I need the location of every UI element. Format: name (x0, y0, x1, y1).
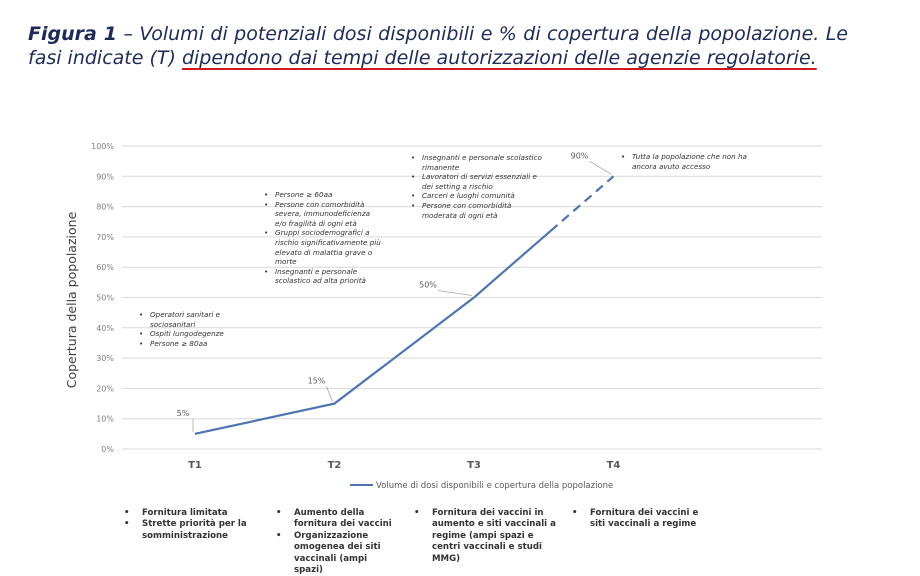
figure-label: Figura 1 (28, 23, 117, 45)
caption-text: – Volumi di potenziali dosi disponibili e % di copertura della popolazione. Le fasi indicate (T) (28, 23, 848, 69)
x-axis-ticks (188, 460, 620, 471)
y-tick-label: 60% (96, 263, 114, 272)
annotation-item: • Gruppi sociodemografici a rischio significativamente più elevato di malattia grave o morte (261, 228, 383, 266)
phase-item: • Aumento della fornitura dei vaccini (272, 508, 398, 531)
phase-description-t3 (410, 508, 558, 565)
y-tick-label: 100% (91, 142, 114, 151)
x-tick-label: T2 (328, 460, 342, 471)
y-tick-label: 90% (96, 172, 114, 181)
series-line-dashed (551, 176, 614, 231)
data-label-leader (438, 291, 472, 296)
annotation-item: • Persone ≥ 60aa (261, 190, 383, 200)
series-line-segment (474, 231, 551, 298)
y-tick-label: 50% (96, 294, 114, 303)
y-tick-label: 80% (96, 203, 114, 212)
phase-annotation-t3 (408, 153, 548, 220)
x-tick-label: T3 (467, 460, 481, 471)
phase-item: • Fornitura dei vaccini in aumento e siti vaccinali a regime (ampi spazi e centri vaccinali e studi MMG) (410, 508, 558, 565)
phase-item: • Fornitura dei vaccini e siti vaccinali a regime (568, 508, 704, 531)
phase-description-t2 (272, 508, 398, 576)
series-line (195, 176, 614, 434)
x-tick-label: T4 (607, 460, 621, 471)
y-tick-label: 40% (96, 324, 114, 333)
phase-item: • Fornitura limitata (120, 508, 260, 519)
data-label: 15% (308, 377, 326, 386)
y-tick-label: 10% (96, 415, 114, 424)
x-tick-label: T1 (188, 460, 202, 471)
phase-description-t1 (120, 508, 260, 542)
y-axis-label: Copertura della popolazione (64, 211, 79, 388)
annotation-item: • Persone con comorbidità moderata di ogni età (408, 201, 548, 220)
data-label: 50% (419, 281, 437, 290)
annotation-item: • Insegnanti e personale scolastico ad alta priorità (261, 267, 383, 286)
annotation-item: • Carceri e luoghi comunità (408, 191, 548, 201)
annotation-item: • Tutta la popolazione che non ha ancora avuto accesso (618, 152, 768, 171)
y-axis-ticks (91, 142, 114, 454)
annotation-item: • Persone ≥ 80aa (136, 339, 246, 349)
annotation-item: • Ospiti lungodegenze (136, 329, 246, 339)
data-label: 5% (177, 409, 190, 418)
y-tick-label: 0% (101, 445, 114, 454)
data-label: 90% (571, 151, 589, 160)
phase-item: • Strette priorità per la somministrazione (120, 519, 260, 542)
legend-label: Volume di dosi disponibili e copertura della popolazione (376, 481, 613, 491)
y-tick-label: 30% (96, 354, 114, 363)
legend (350, 481, 613, 491)
annotation-item: • Insegnanti e personale scolastico rimanente (408, 153, 548, 172)
phase-description-t4 (568, 508, 704, 531)
data-label-leader (590, 161, 612, 174)
phase-annotation-t2 (261, 190, 383, 286)
phase-annotation-t4 (618, 152, 768, 171)
caption-underlined-text: dipendono dai tempi delle autorizzazioni delle agenzie regolatorie. (182, 47, 817, 69)
y-tick-label: 20% (96, 384, 114, 393)
phase-item: • Organizzazione omogenea dei siti vaccinali (ampi spazi) (272, 531, 398, 576)
y-tick-label: 70% (96, 233, 114, 242)
annotation-item: • Lavoratori di servizi essenziali e dei setting a rischio (408, 172, 548, 191)
annotation-item: • Persone con comorbidità severa, immunodeficienza e/o fragilità di ogni età (261, 200, 383, 229)
annotation-item: • Operatori sanitari e sociosanitari (136, 310, 246, 329)
phase-annotation-t1 (136, 310, 246, 348)
